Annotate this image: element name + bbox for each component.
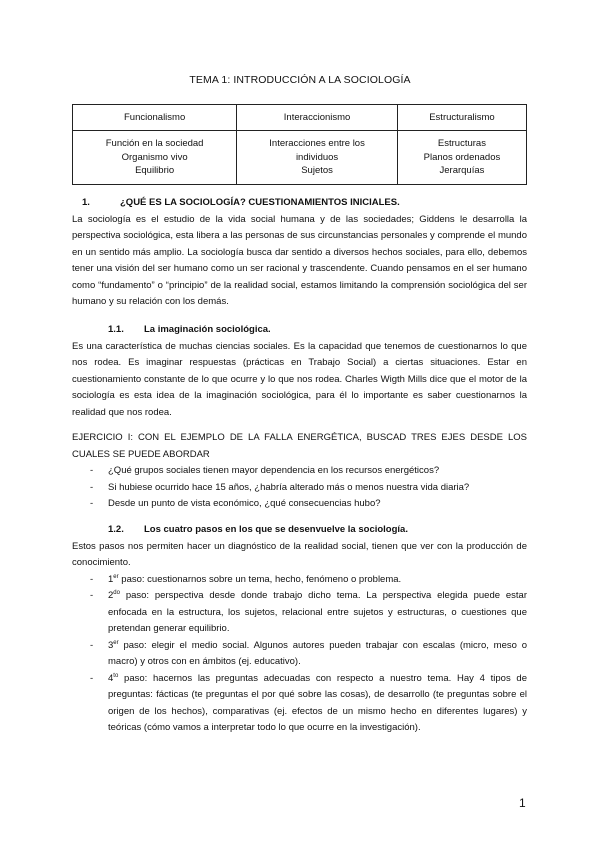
subsection-number: 1.1. <box>108 324 124 335</box>
list-item <box>72 480 527 497</box>
step-text: paso: elegir el medio social. Algunos autores pueden trabajar con escalas (micro, meso o macro) y otros con en ámbitos (ej. educativo). <box>108 639 527 667</box>
cell-line: Función en la sociedad <box>105 138 204 150</box>
dash-marker: - <box>90 639 94 651</box>
table-cell-interaccionismo <box>237 131 398 185</box>
table-header: Funcionalismo <box>73 105 237 131</box>
table-cell-estructuralismo <box>397 131 526 185</box>
step-text: paso: hacernos las preguntas adecuadas con respecto a nuestro tema. Hay 4 tipos de preguntas: fácticas (te preguntas el por qué sobre las cosas), de desarrollo (te preguntas sobre el origen de los hechos), comparativas (ej. efectos de un mismo hecho en diferentes lugares) y teóricas (cómo vamos a interpretar todo lo que ocurre en la investigación). <box>108 672 527 733</box>
section-heading <box>72 195 527 212</box>
table-header-row <box>73 105 527 131</box>
step-number: 3 <box>108 639 114 651</box>
subsection-heading <box>72 322 527 339</box>
table-row <box>73 131 527 185</box>
cell-line: Jerarquías <box>439 165 485 177</box>
list-item <box>72 463 527 480</box>
step-ordinal: to <box>113 672 119 679</box>
subsection-intro: Estos pasos nos permiten hacer un diagnóstico de la realidad social, tienen que ver con la producción de conocimiento. <box>72 540 527 568</box>
subsection-number: 1.2. <box>108 524 124 535</box>
list-item-text: Desde un punto de vista económico, ¿qué consecuencias hubo? <box>108 498 381 509</box>
dash-marker: - <box>90 465 94 476</box>
table-header: Interaccionismo <box>237 105 398 131</box>
steps-list <box>72 572 527 737</box>
subsection-heading-text: La imaginación sociológica. <box>144 324 271 335</box>
cell-line: Sujetos <box>301 165 333 177</box>
list-item <box>72 496 527 513</box>
exercise-block <box>72 430 527 513</box>
dash-marker: - <box>90 590 94 601</box>
step-text: paso: perspectiva desde donde trabajo dicho tema. La perspectiva elegida puede estar enfocada en la estructura, los sujetos, relacional entre sujetos y estructuras, o cuestiones que pretendan generar equilibrio. <box>108 590 527 634</box>
step-text: paso: cuestionarnos sobre un tema, hecho, fenómeno o problema. <box>118 573 402 585</box>
dash-marker: - <box>90 573 94 585</box>
step-ordinal: er <box>113 639 119 646</box>
step-ordinal: er <box>113 573 119 580</box>
cell-line: Planos ordenados <box>423 151 501 163</box>
step-number: 2 <box>108 590 114 601</box>
step-number: 4 <box>108 672 114 684</box>
page-number: 1 <box>519 796 526 810</box>
table-header: Estructuralismo <box>397 105 526 131</box>
section-1-2 <box>72 522 527 737</box>
exercise-text: EJERCICIO I: CON EL EJEMPLO DE LA FALLA ENERGÉTICA, BUSCAD TRES EJES DESDE LOS CUALES SE PUEDE ABORDAR <box>72 432 527 460</box>
cell-line: Organismo vivo <box>121 151 188 163</box>
cell-line: individuos <box>295 151 339 163</box>
list-item <box>72 572 527 589</box>
dash-marker: - <box>90 672 94 684</box>
subsection-paragraph: Es una característica de muchas ciencias sociales. Es la capacidad que tenemos de cuestionarnos lo que nos rodea. Es imaginar respuestas (prácticas en Trabajo Social) a ciertas situaciones. Estar en cuestionamiento constante de lo que ocurre y lo que nos rodea. Charles Wigth Mills dice que el motor de la sociología es esta idea de la imaginación sociológica, para él lo importante es saber cuestionarnos la realidad que nos rodea. <box>72 340 527 418</box>
theories-table <box>72 104 527 185</box>
section-heading-text: ¿QUÉ ES LA SOCIOLOGÍA? CUESTIONAMIENTOS INICIALES. <box>120 197 400 208</box>
table-cell-funcionalismo <box>73 131 237 185</box>
step-ordinal: do <box>113 590 120 596</box>
list-item-text: ¿Qué grupos sociales tienen mayor dependencia en los recursos energéticos? <box>108 465 440 476</box>
section-paragraph: La sociología es el estudio de la vida social humana y de las sociedades; Giddens le desarrolla la perspectiva sociológica, esta libera a las personas de sus circunstancias personales y comprende el mundo en un sentido más amplio. La sociología busca dar sentido a diversos hechos sociales, para ello, debemos tener una visión del ser humano como un ser racional y trascendente. Cuando pensamos en el ser humano como “fundamento” o “principio” de la realidad social, estamos limitando la comprensión sociológica del ser humano y su relación con los demás. <box>72 213 527 307</box>
section-1 <box>72 195 527 311</box>
dash-marker: - <box>90 481 94 493</box>
section-number: 1. <box>82 197 90 208</box>
document-title: TEMA 1: INTRODUCCIÓN A LA SOCIOLOGÍA <box>189 74 411 86</box>
list-item <box>72 638 527 671</box>
cell-line: Estructuras <box>437 138 486 150</box>
dash-marker: - <box>90 498 94 509</box>
subsection-heading <box>72 522 527 539</box>
exercise-list <box>72 463 527 513</box>
cell-line: Interacciones entre los <box>269 138 365 150</box>
list-item <box>72 588 527 638</box>
list-item <box>72 671 527 737</box>
subsection-heading-text: Los cuatro pasos en los que se desenvuelve la sociología. <box>144 524 408 535</box>
cell-line: Equilibrio <box>135 165 175 177</box>
section-1-1 <box>72 322 527 421</box>
step-number: 1 <box>108 573 114 585</box>
list-item-text: Si hubiese ocurrido hace 15 años, ¿habría alterado más o menos nuestra vida diaria? <box>108 481 470 493</box>
